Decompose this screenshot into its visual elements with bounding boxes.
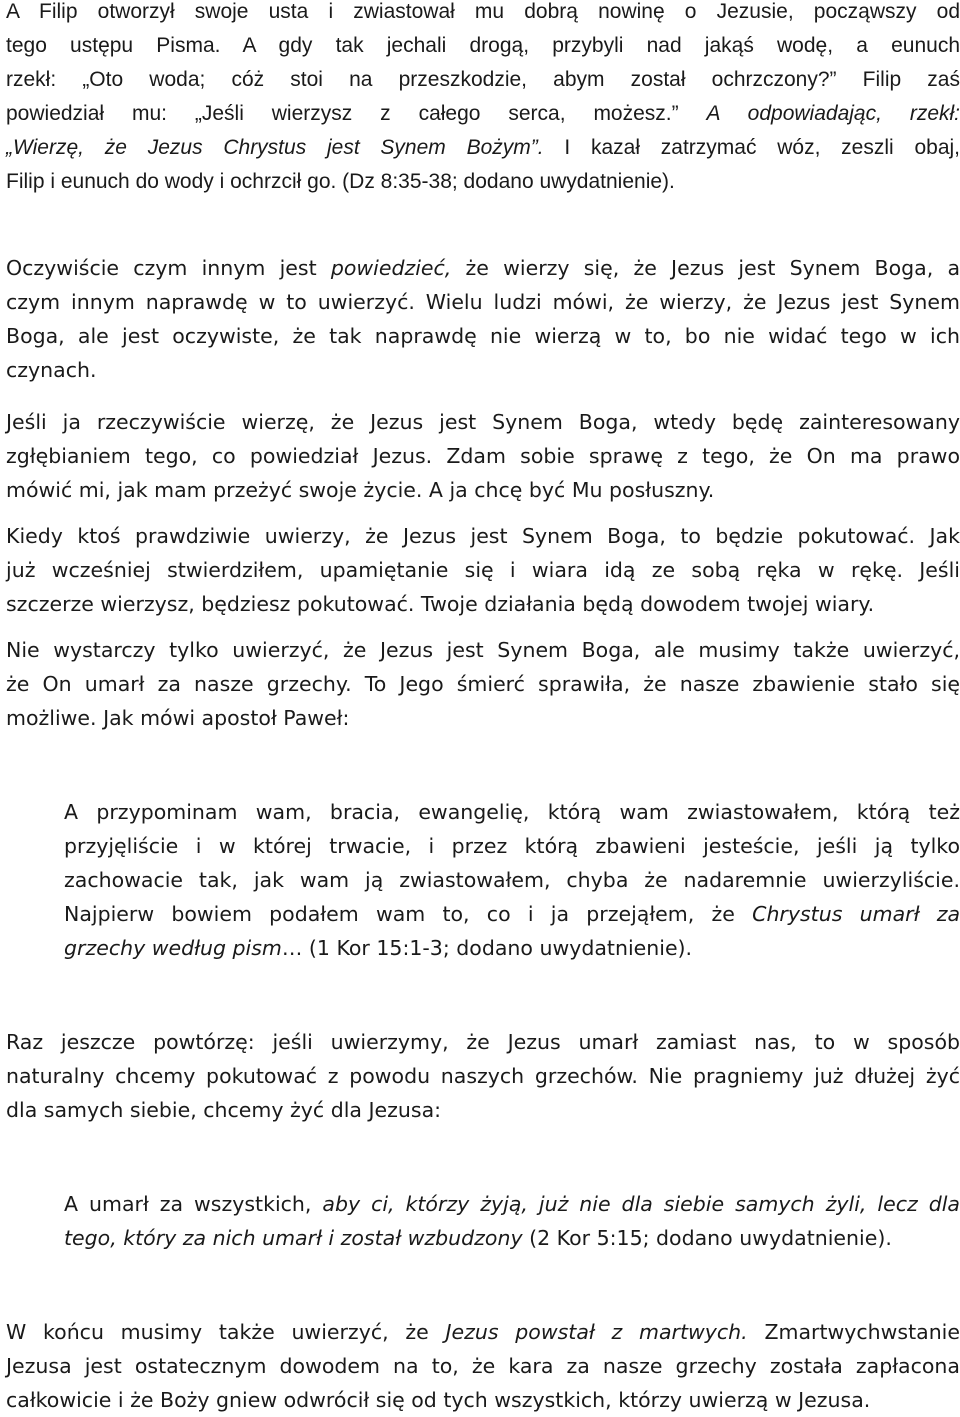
text-line (64, 795, 960, 829)
text-run: W końcu musimy także uwierzyć, że (6, 1320, 446, 1344)
text-line (64, 829, 960, 863)
scripture-quote-1-corinthians (64, 795, 960, 965)
scripture-quote-acts (6, 0, 960, 199)
text-run: że wierzy się, że Jezus jest Synem Boga, a (451, 256, 960, 280)
text-line (6, 63, 960, 97)
text-run: że On umarł za nasze grzechy. To Jego śmierć sprawiła, że nasze zbawienie stało się (6, 672, 960, 696)
paragraph-saying-vs-believing (6, 251, 960, 387)
text-run: szczerze wierzysz, będziesz pokutować. Twoje działania będą dowodem twojej wiary. (6, 592, 875, 616)
text-line (64, 1221, 960, 1255)
text-run: Najpierw bowiem podałem wam to, co i ja przejąłem, że (64, 902, 753, 926)
text-run: czym innym naprawdę w to uwierzyć. Wielu ludzi mówi, że wierzy, że Jezus jest Synem (6, 290, 960, 314)
text-line (64, 863, 960, 897)
text-line (64, 1187, 960, 1221)
paragraph-repentance (6, 519, 960, 621)
text-line (6, 131, 960, 165)
text-line (6, 405, 960, 439)
emphasized-text: A odpowiadając, rzekł: (706, 102, 960, 125)
text-run: Jezusa jest ostatecznym dowodem na to, że kara za nasze grzechy została zapłacona (6, 1354, 960, 1378)
text-run: Raz jeszcze powtórzę: jeśli uwierzymy, że Jezus umarł zamiast nas, to w sposób (6, 1030, 960, 1054)
text-line (6, 553, 960, 587)
text-line (6, 353, 960, 387)
emphasized-text: Jezus powstał z martwych. (445, 1320, 748, 1344)
text-line (6, 1349, 960, 1383)
text-line (6, 587, 960, 621)
text-run: Boga, ale jest oczywiste, że tak naprawdę nie wierzą w to, bo nie widać tego w ich (6, 324, 960, 348)
text-line (6, 1059, 960, 1093)
paragraph-living-for-jesus (6, 1025, 960, 1127)
text-run: Nie wystarczy tylko uwierzyć, że Jezus jest Synem Boga, ale musimy także uwierzyć, (6, 638, 960, 662)
emphasized-text: aby ci, którzy żyją, już nie dla siebie samych żyli, lecz dla (322, 1192, 960, 1216)
text-run: A umarł za wszystkich, (64, 1192, 323, 1216)
text-line (6, 29, 960, 63)
text-line (6, 473, 960, 507)
emphasized-text: grzechy według pism (64, 936, 282, 960)
text-run: Kiedy ktoś prawdziwie uwierzy, że Jezus jest Synem Boga, to będzie pokutować. Jak (6, 524, 960, 548)
paragraph-interest-in-jesus-words (6, 405, 960, 507)
text-line (6, 439, 960, 473)
text-line (6, 97, 960, 131)
paragraph-jesus-died-for-sins (6, 633, 960, 735)
emphasized-text: tego, który za nich umarł i został wzbudzony (64, 1226, 523, 1250)
text-line (6, 701, 960, 735)
text-run: … (1 Kor 15:1-3; dodano uwydatnienie). (281, 936, 693, 960)
text-run: Filip i eunuch do wody i ochrzcił go. (Dz 8:35-38; dodano uwydatnienie). (6, 170, 675, 193)
text-line (6, 1025, 960, 1059)
text-line (6, 251, 960, 285)
text-run: Zmartwychwstanie (747, 1320, 960, 1344)
text-line (6, 0, 960, 29)
text-line (6, 519, 960, 553)
emphasized-text: powiedzieć, (330, 256, 452, 280)
text-run: Oczywiście czym innym jest (6, 256, 331, 280)
text-run: przyjęliście i w której trwacie, i przez którą zbawieni jesteście, jeśli ją tylko (64, 834, 960, 858)
text-line (64, 897, 960, 931)
text-run: Jeśli ja rzeczywiście wierzę, że Jezus jest Synem Boga, wtedy będę zainteresowany (6, 410, 960, 434)
text-run: I kazał zatrzymać wóz, zeszli obaj, (543, 136, 960, 159)
text-run: rzekł: „Oto woda; cóż stoi na przeszkodzie, abym został ochrzczony?” Filip zaś (6, 68, 960, 91)
text-run: naturalny chcemy pokutować z powodu naszych grzechów. Nie pragniemy już dłużej żyć (6, 1064, 960, 1088)
text-line (6, 1315, 960, 1349)
text-line (6, 319, 960, 353)
text-run: całkowicie i że Boży gniew odwrócił się od tych wszystkich, którzy uwierzą w Jezusa. (6, 1388, 871, 1412)
emphasized-text: Chrystus umarł za (752, 902, 960, 926)
text-line (6, 633, 960, 667)
text-run: czynach. (6, 358, 97, 382)
text-line (6, 285, 960, 319)
text-run: powiedział mu: „Jeśli wierzysz z całego serca, możesz.” (6, 102, 707, 125)
text-line (6, 165, 960, 199)
text-line (64, 931, 960, 965)
text-line (6, 1093, 960, 1127)
emphasized-text: „Wierzę, że Jezus Chrystus jest Synem Bożym”. (6, 136, 544, 159)
text-line (6, 667, 960, 701)
text-run: tego ustępu Pisma. A gdy tak jechali drogą, przybyli nad jakąś wodę, a eunuch (6, 34, 960, 57)
text-run: zgłębianiem tego, co powiedział Jezus. Zdam sobie sprawę z tego, że On ma prawo (6, 444, 960, 468)
text-run: (2 Kor 5:15; dodano uwydatnienie). (522, 1226, 892, 1250)
text-run: możliwe. Jak mówi apostoł Paweł: (6, 706, 350, 730)
text-run: mówić mi, jak mam przeżyć swoje życie. A ja chcę być Mu posłuszny. (6, 478, 715, 502)
text-run: A Filip otworzył swoje usta i zwiastował mu dobrą nowinę o Jezusie, począwszy od (6, 0, 960, 23)
text-run: już wcześniej stwierdziłem, upamiętanie się i wiara idą ze sobą ręka w rękę. Jeśli (6, 558, 960, 582)
text-run: dla samych siebie, chcemy żyć dla Jezusa: (6, 1098, 442, 1122)
text-run: zachowacie tak, jak wam ją zwiastowałem, chyba że nadaremnie uwierzyliście. (64, 868, 960, 892)
scripture-quote-2-corinthians (64, 1187, 960, 1255)
paragraph-resurrection (6, 1315, 960, 1417)
text-run: A przypominam wam, bracia, ewangelię, którą wam zwiastowałem, którą też (64, 800, 960, 824)
text-line (6, 1383, 960, 1417)
